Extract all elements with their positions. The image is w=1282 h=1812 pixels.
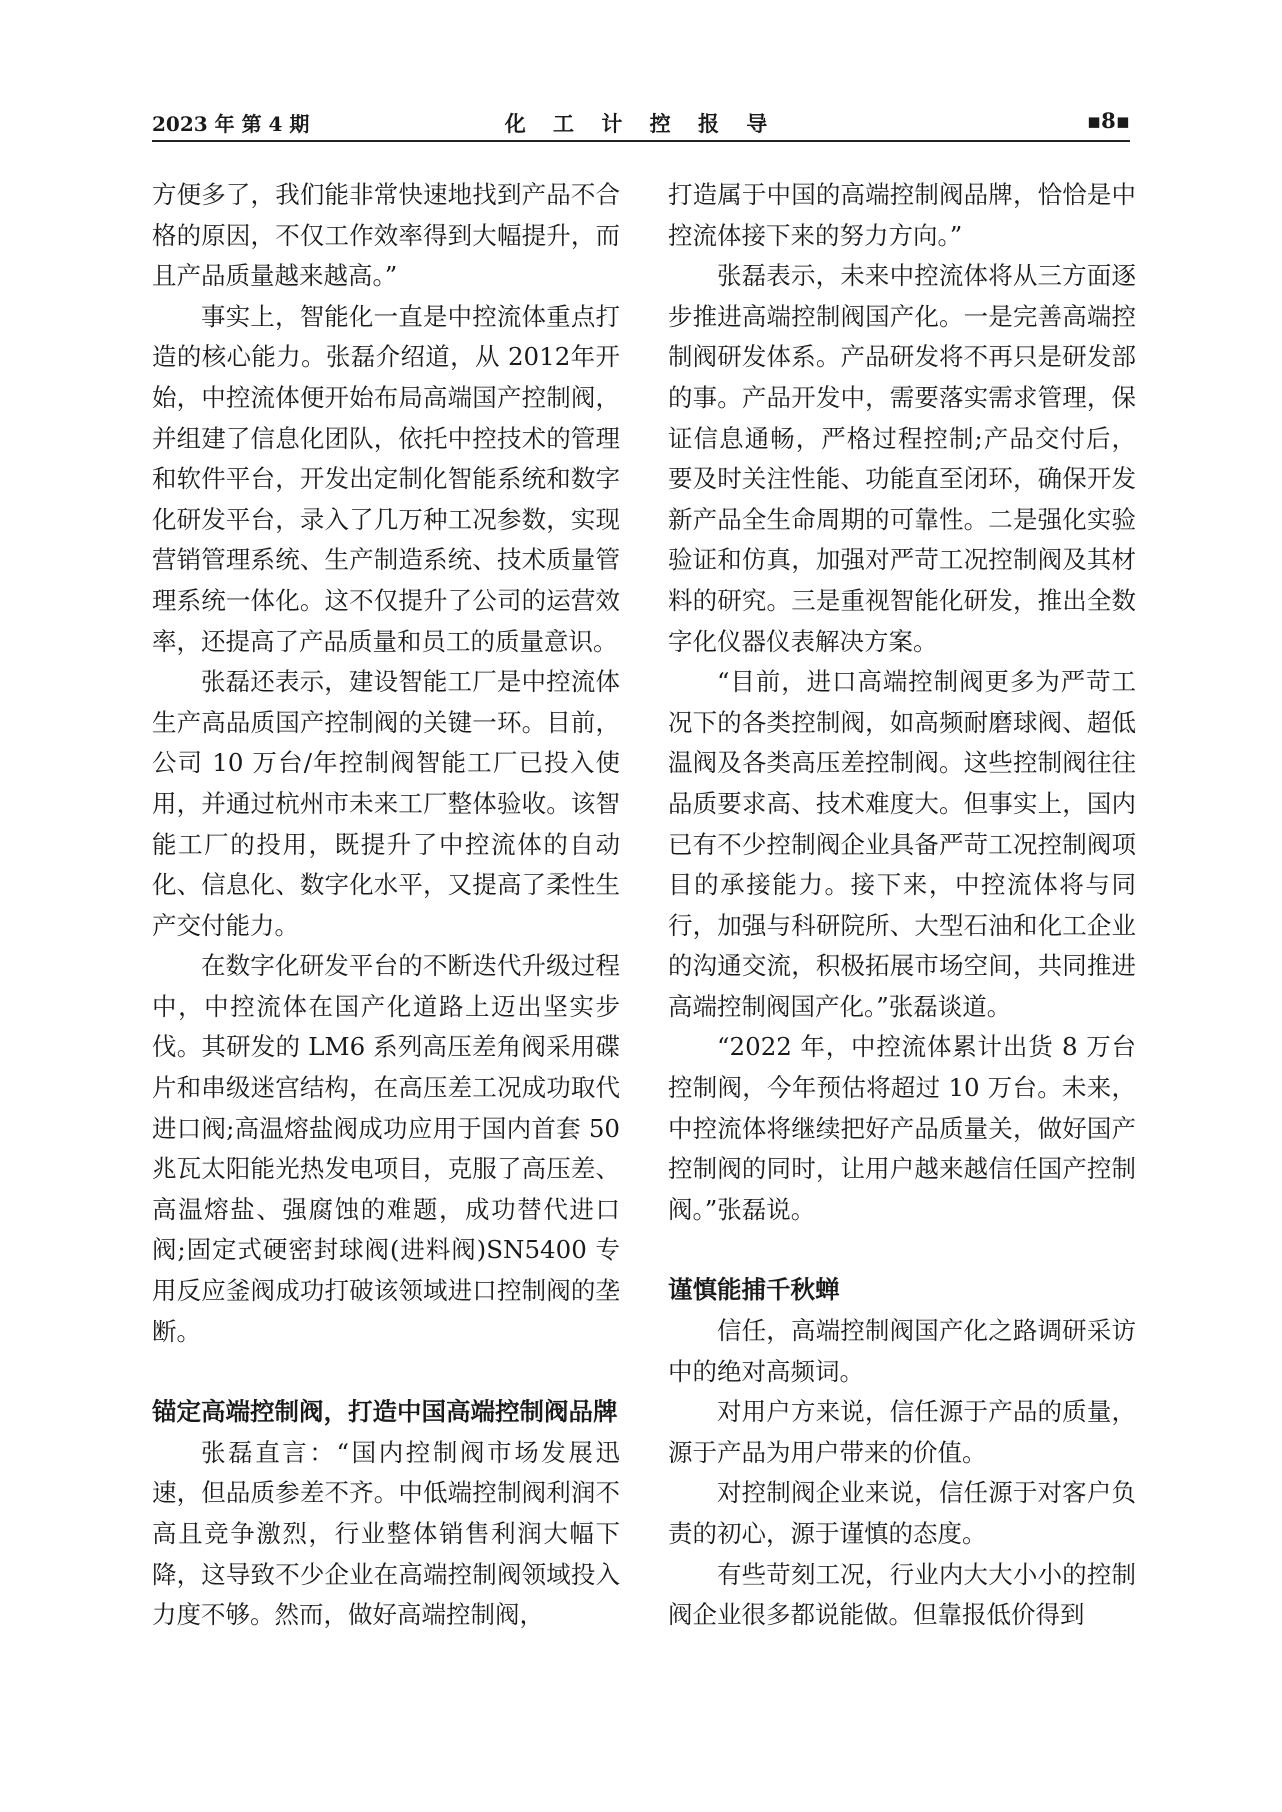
paragraph: “目前，进口高端控制阀更多为严苛工况下的各类控制阀，如高频耐磨球阀、超低温阀及各类高压差控制阀。这些控制阀往往品质要求高、技术难度大。但事实上，国内已有不少控制阀企业具备严苛工况控制阀项目的承接能力。接下来，中控流体将与同行，加强与科研院所、大型石油和化工企业的沟通交流，积极拓展市场空间，共同推进高端控制阀国产化。”张磊谈道。 [668,667,1136,1021]
paragraph: 有些苛刻工况，行业内大大小小的控制阀企业很多都说能做。但靠报低价得到 [668,1559,1136,1630]
page-header [152,108,1130,148]
left-column [152,175,620,1636]
paragraph: 张磊还表示，建设智能工厂是中控流体生产高品质国产控制阀的关键一环。目前，公司 10 万台/年控制阀智能工厂已投入使用，并通过杭州市未来工厂整体验收。该智能工厂的投用，既提升了中控流体的自动化、信息化、数字化水平，又提高了柔性生产交付能力。 [152,667,620,940]
paragraph: 对用户方来说，信任源于产品的质量，源于产品为用户带来的价值。 [668,1397,1136,1467]
paragraph: 在数字化研发平台的不断迭代升级过程中，中控流体在国产化道路上迈出坚实步伐。其研发的 LM6 系列高压差角阀采用碟片和串级迷宫结构，在高压差工况成功取代进口阀;高温熔盐阀成功应用于国内首套 50 兆瓦太阳能光热发电项目，克服了高压差、高温熔盐、强腐蚀的难题，成功替代进口阀;固定式硬密封球阀(进料阀)SN5400 专用反应釜阀成功打破该领域进口控制阀的垄断。 [152,951,620,1346]
paragraph: “2022 年，中控流体累计出货 8 万台控制阀，今年预估将超过 10 万台。未来，中控流体将继续把好产品质量关，做好国产控制阀的同时，让用户越来越信任国产控制阀。”张磊说。 [668,1032,1136,1224]
section-gap [668,1230,1136,1270]
section-gap [152,1352,620,1392]
header-rule [152,140,1130,142]
page-number: ▪8▪ [1086,108,1130,133]
paragraph: 方便多了，我们能非常快速地找到产品不合格的原因，不仅工作效率得到大幅提升，而且产品质量越来越高。” [152,180,620,291]
paragraph: 事实上，智能化一直是中控流体重点打造的核心能力。张磊介绍道，从 2012年开始，中控流体便开始布局高端国产控制阀，并组建了信息化团队，依托中控技术的管理和软件平台，开发出定制化智能系统和数字化研发平台，录入了几万种工况参数，实现营销管理系统、生产制造系统、技术质量管理系统一体化。这不仅提升了公司的运营效率，还提高了产品质量和员工的质量意识。 [152,301,620,656]
paragraph: 张磊表示，未来中控流体将从三方面逐步推进高端控制阀国产化。一是完善高端控制阀研发体系。产品研发将不再只是研发部的事。产品开发中，需要落实需求管理，保证信息通畅，严格过程控制;产品交付后，要及时关注性能、功能直至闭环，确保开发新产品全生命周期的可靠性。二是强化实验验证和仿真，加强对严苛工况控制阀及其材料的研究。三是重视智能化研发，推出全数字化仪器仪表解决方案。 [668,261,1136,656]
section-heading: 锚定高端控制阀，打造中国高端控制阀品牌 [152,1397,618,1427]
journal-title: 化 工 计 控 报 导 [504,111,778,136]
section-heading: 谨慎能捕千秋蝉 [668,1275,840,1305]
paragraph: 张磊直言：“国内控制阀市场发展迅速，但品质参差不齐。中低端控制阀利润不高且竞争激烈，行业整体销售利润大幅下降，这导致不少企业在高端控制阀领域投入力度不够。然而，做好高端控制阀， [152,1437,620,1630]
issue-label: 2023 年 第 4 期 [152,112,310,136]
paragraph: 打造属于中国的高端控制阀品牌，恰恰是中控流体接下来的努力方向。” [668,180,1136,250]
paragraph: 信任，高端控制阀国产化之路调研采访中的绝对高频词。 [668,1316,1136,1386]
paragraph: 对控制阀企业来说，信任源于对客户负责的初心，源于谨慎的态度。 [668,1478,1136,1548]
right-column [668,175,1136,1636]
